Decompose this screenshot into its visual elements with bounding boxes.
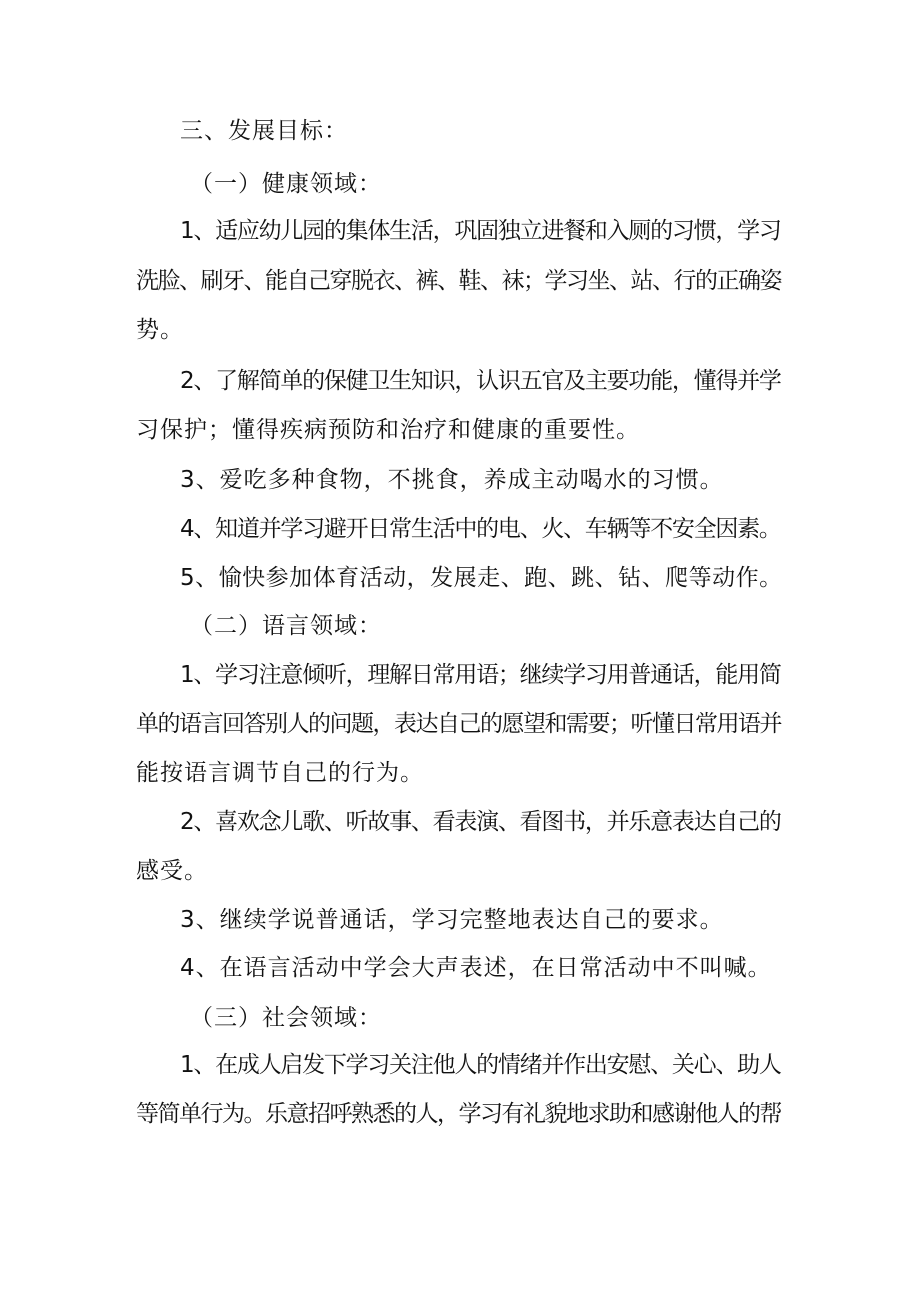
health-item-2-line-2: 习保护；懂得疾病预防和治疗和健康的重要性。 [136,417,640,443]
health-item-2-line-1: 2、了解简单的保健卫生知识，认识五官及主要功能，懂得并学 [180,368,781,394]
language-item-2-line-2: 感受。 [136,858,208,884]
health-item-1-line-3: 势。 [136,317,184,343]
section-title: 三、发展目标： [180,118,348,144]
language-item-1-line-3: 能按语言调节自己的行为。 [136,760,424,786]
social-heading: （三）社会领域： [190,1005,382,1031]
social-item-1-line-2: 等简单行为。乐意招呼熟悉的人，学习有礼貌地求助和感谢他人的帮 [136,1101,781,1127]
health-item-1-line-2: 洗脸、刷牙、能自己穿脱衣、裤、鞋、袜；学习坐、站、行的正确姿 [136,268,781,294]
health-item-1-line-1: 1、适应幼儿园的集体生活，巩固独立进餐和入厕的习惯，学习 [180,218,781,244]
language-item-3: 3、继续学说普通话，学习完整地表达自己的要求。 [180,907,724,933]
health-item-4: 4、知道并学习避开日常生活中的电、火、车辆等不安全因素。 [180,516,781,542]
social-item-1-line-1: 1、在成人启发下学习关注他人的情绪并作出安慰、关心、助人 [180,1052,781,1078]
language-item-2-line-1: 2、喜欢念儿歌、听故事、看表演、看图书，并乐意表达自己的 [180,809,781,835]
health-heading: （一）健康领域： [190,171,382,197]
health-item-5: 5、愉快参加体育活动，发展走、跑、跳、钻、爬等动作。 [180,565,783,591]
health-item-3: 3、爱吃多种食物，不挑食，养成主动喝水的习惯。 [180,467,724,493]
language-item-4: 4、在语言活动中学会大声表述，在日常活动中不叫喊。 [180,955,772,981]
language-item-1-line-2: 单的语言回答别人的问题，表达自己的愿望和需要；听懂日常用语并 [136,711,781,737]
language-item-1-line-1: 1、学习注意倾听，理解日常用语；继续学习用普通话，能用简 [180,662,781,688]
language-heading: （二）语言领域： [190,613,382,639]
